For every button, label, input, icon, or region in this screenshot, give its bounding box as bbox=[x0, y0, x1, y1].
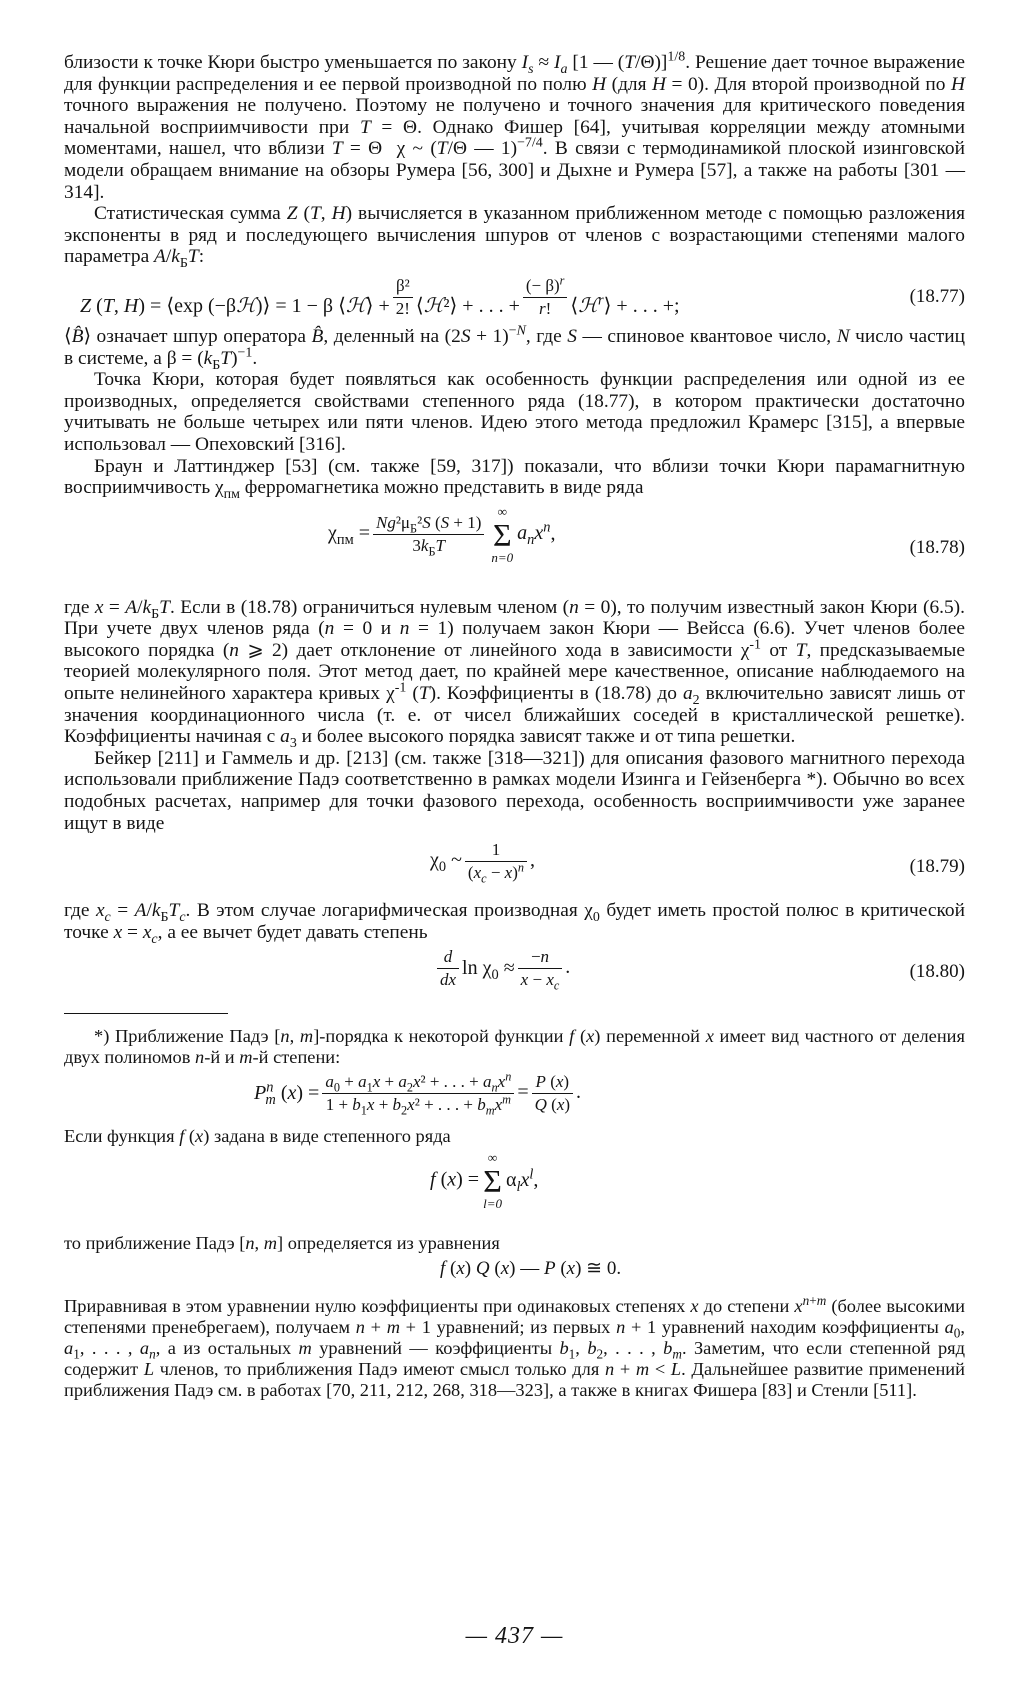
footnote-paragraph-4: Приравнивая в этом уравнении нулю коэффициенты при одинаковых степенях x до степени $x^{n+m}$ (более высокими степенями пренебрегаем), получаем n + m + 1 уравнений; из первых n + 1 уравнений находим коэффициенты $a_0$, $a_1$, . . . , $a_n$, а из остальных m уравнений — коэффициенты $b_1$, $b_2$, . . . , $b_m$. Заметим, что если степенной ряд содержит L членов, то приближения Падэ имеют смысл только для n + m < L. Дальнейшее развитие применений приближения Падэ см. в работах [70, 211, 212, 268, 318—323], а также в книгах Фишера [83] и Стенли [511]. bbox=[64, 1293, 965, 1401]
paragraph-1: близости к точке Кюри быстро уменьшается по закону $I_s \approx I_a$ [1 — (T/Θ)]$^{1/8}$. Решение дает точное выражение для функции распределения и ее первой производной по полю H (для H = 0). Для второй производной по H точного выражения не получено. Поэтому не получено и точного значения для критического поведения начальной восприимчивости при T = Θ. Однако Фишер [64], учитывая корреляции между атомными моментами, нашел, что вблизи T = Θ χ ~ (T/Θ — 1)$^{-7/4}$. В связи с термодинамикой плоской изинговской модели обращаем внимание на обзоры Румера [56, 300] и Дыхне и Румера [57], а также на работы [301 —314]. bbox=[64, 49, 966, 203]
paragraph-3: ⟨B̂⟩ означает шпур оператора B̂, деленный на $(2S + 1)^{-N}$, где S — спиновое квантовое число, N число частиц в системе, а $\beta = (k_БT)^{-1}$. bbox=[64, 323, 965, 373]
equation-18-80: $\frac{d}{dx}$ $\ln \chi_0$ ≈ $\frac{-n}{x - x_c}$ . (18.80) bbox=[64, 947, 965, 999]
equation-number: (18.80) bbox=[909, 961, 965, 983]
equation-number: (18.78) bbox=[909, 536, 965, 558]
equation-number: (18.77) bbox=[909, 285, 965, 307]
equation-18-77: Z (T, H) = ⟨exp (−βℋ)⟩ = 1 − β ⟨ℋ⟩ + $\frac{\text{β²}}{2!}$ ⟨ℋ²⟩ + . . . + $\frac{(- \beta)^r}{r!}$ ⟨ℋ$^r$⟩ + . . . +; (18.77) bbox=[80, 273, 965, 318]
paragraph-2: Статистическая сумма Z (T, H) вычисляется в указанном приближенном методе с помощью разложения экспоненты в ряд и последующего вычисления шпуров от членов с возрастающими степенями малого параметра $A/k_БT$: bbox=[64, 203, 966, 272]
equation-18-78: $\chi_{пм}$ = $\frac{Ng^2\mu_Б^2S (S + 1)}{3k_БT}$ ∞ Σ n=0 $a_nx^n$, (18.78) bbox=[328, 503, 965, 565]
equation-18-79: $\chi_0$ ~ $\frac{1}{(x_c - x)^n}$ , (18.79) bbox=[430, 840, 965, 886]
paragraph-5: Браун и Латтинджер [53] (см. также [59, 317]) показали, что вблизи точки Кюри парамагнитную восприимчивость $\chi_{пм}$ ферромагнетика можно представить в виде ряда bbox=[64, 455, 965, 502]
equation-number: (18.79) bbox=[909, 856, 965, 878]
footnote-paragraph-3: то приближение Падэ [n, m] определяется из уравнения bbox=[64, 1233, 500, 1254]
footnote-rule bbox=[64, 1013, 228, 1014]
page-number: — 437 — bbox=[465, 1623, 564, 1649]
page-body bbox=[64, 49, 966, 1401]
footnote-paragraph-2: Если функция f (x) задана в виде степенного ряда bbox=[64, 1126, 451, 1147]
paragraph-8: где $x_c = A/k_БT_c$. В этом случае логарифмическая производная $\chi_0$ будет иметь простой полюс в критической точке $x = x_c$, а ее вычет будет давать степень bbox=[64, 900, 965, 947]
footnote-equation-pade: $P^n_m$ (x) = $\frac{a_0 + a_1x + a_2x^2 + . . . + a_nx^n}{1 + b_1x + b_2x^2 + . . . + b_mx^m}$ = $\frac{P (x)}{Q (x)}$ . bbox=[254, 1069, 582, 1118]
footnote-paragraph-1: *) Приближение Падэ [n, m]-порядка к некоторой функции f (x) переменной x имеет вид частного от деления двух полиномов n-й и m-й степени: bbox=[64, 1026, 965, 1068]
paragraph-7: Бейкер [211] и Гаммель и др. [213] (см. также [318—321]) для описания фазового магнитного перехода использовали приближение Падэ соответственно в рамках модели Изинга и Гейзенберга *). Обычно во всех подобных расчетах, например для точки фазового перехода, особенность восприимчивости уже заранее ищут в виде bbox=[64, 747, 965, 834]
paragraph-6: где $x = A/k_БT$. Если в (18.78) ограничиться нулевым членом (n = 0), то получим известный закон Кюри (6.5). При учете двух членов ряда (n = 0 и n = 1) получаем закон Кюри — Вейсса (6.6). Учет членов более высокого порядка (n ⩾ 2) дает отклонение от линейного хода в зависимости $\chi^{-1}$ от T, предсказываемые теорией молекулярного поля. Этот метод дает, по крайней мере качественное, описание наблюдаемого на опыте нелинейного характера кривых $\chi^{-1}$ (T). Коэффициенты в (18.78) до $a_2$ включительно зависят лишь от значения координационного числа (т. е. от чисел ближайших соседей в кристаллической решетке). Коэффициенты начиная с $a_3$ и более высокого порядка зависят также и от типа решетки. bbox=[64, 596, 966, 752]
paragraph-4: Точка Кюри, которая будет появляться как особенность функции распределения или одной из ее производных, определяется свойствами степенного ряда (18.77), в котором практически достаточно учитывать не больше четырех или пяти членов. Идею этого метода предложил Крамерс [315], а впервые использовал — Опеховский [316]. bbox=[64, 369, 965, 455]
footnote-equation-condition: f (x) Q (x) — P (x) ≅ 0. bbox=[440, 1258, 622, 1280]
footnote-equation-series: f (x) = ∞ Σ l=0 $\alpha_lx^l$, bbox=[430, 1150, 539, 1212]
footnote bbox=[64, 1026, 965, 1401]
